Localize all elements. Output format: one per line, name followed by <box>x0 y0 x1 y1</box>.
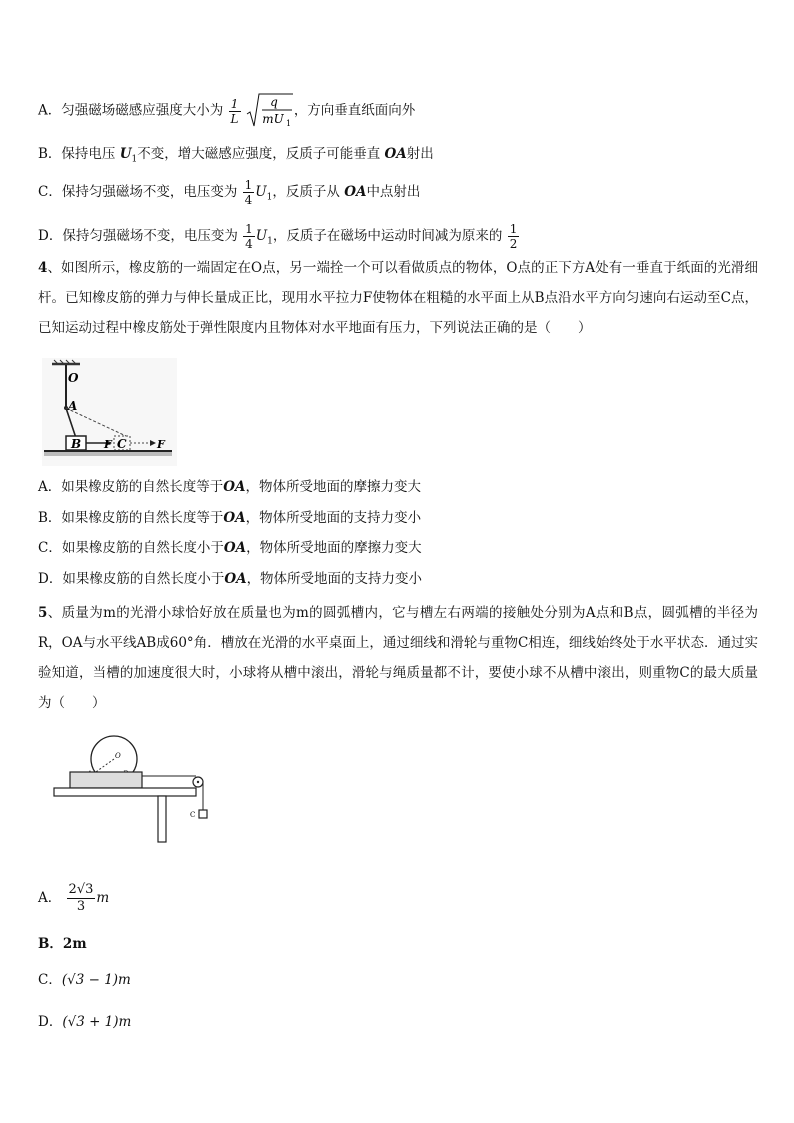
option-text: 如果橡皮筋的自然长度小于 <box>61 540 224 556</box>
q5-option-c <box>38 970 131 990</box>
q4-option-c <box>38 538 422 558</box>
option-text: (√3 + 1)m <box>62 1014 132 1030</box>
q5-option-b <box>38 934 87 954</box>
option-label: D． <box>38 228 63 244</box>
groove <box>70 772 142 788</box>
sqrt-expression <box>246 92 294 130</box>
option-label: A． <box>38 890 62 906</box>
table-top <box>54 788 196 796</box>
sqrt-sign-icon <box>246 92 294 130</box>
option-text: 射出 <box>406 146 434 162</box>
question-number: 5 <box>38 605 48 621</box>
fraction-numerator: 1 <box>244 178 253 192</box>
option-label: B． <box>38 510 62 526</box>
option-text: 2m <box>62 936 87 952</box>
option-text: 如果橡皮筋的自然长度等于 <box>61 479 224 495</box>
variable: OA <box>344 184 367 200</box>
fraction-denominator: L <box>230 111 239 126</box>
label-c: C <box>190 811 196 819</box>
q4-option-d <box>38 569 422 589</box>
variable: U <box>255 228 268 244</box>
variable-sub: 1 <box>267 236 273 247</box>
q5-stem <box>38 598 758 718</box>
label-o: O <box>68 371 79 385</box>
fraction-numerator: 1 <box>509 222 518 236</box>
option-label: D． <box>38 571 63 587</box>
variable: m <box>96 890 110 906</box>
q3-option-b <box>38 144 434 170</box>
option-label: B． <box>38 936 63 952</box>
option-text: ，反质子从 <box>272 184 340 200</box>
q4-figure <box>42 358 177 466</box>
q5-option-a <box>38 878 109 918</box>
fraction-denominator: 3 <box>76 899 86 914</box>
label-o: O <box>115 752 121 760</box>
fraction <box>243 178 255 207</box>
q3-option-c <box>38 178 420 208</box>
option-text: ，方向垂直纸面向外 <box>293 102 416 119</box>
label-f1: F <box>104 438 112 451</box>
variable: U <box>255 184 267 200</box>
fraction-numerator: 1 <box>229 97 241 112</box>
option-label: C． <box>38 540 62 556</box>
pulley-axle <box>197 781 199 783</box>
fraction <box>243 222 255 251</box>
option-text: ，物体所受地面的支持力变小 <box>246 571 423 587</box>
option-label: C． <box>38 972 62 988</box>
fraction-numerator: 2√3 <box>68 882 94 897</box>
option-text: 保持匀强磁场不变，电压变为 <box>61 184 238 200</box>
option-text: 保持电压 <box>61 146 116 162</box>
label-a: A <box>68 399 78 413</box>
option-text: ，物体所受地面的摩擦力变大 <box>246 540 422 556</box>
option-text: ，物体所受地面的摩擦力变大 <box>245 479 421 495</box>
fraction-denominator: 4 <box>244 193 253 207</box>
q5-figure <box>52 732 222 847</box>
table-leg <box>158 796 166 842</box>
option-text: (√3 − 1)m <box>61 972 131 988</box>
question-text: 、质量为m的光滑小球恰好放在质量也为m的圆弧槽内，它与槽左右两端的接触处分别为A点和B点，圆弧槽的半径为R，OA与水平线AB成60°角．槽放在光滑的水平桌面上，通过细线和滑轮与重物C相连，细线始终处于水平状态．通过实验知道，当槽的加速度很大时，小球将从槽中滚出，滑轮与绳质量都不计，要使小球不从槽中滚出，则重物C的最大质量为（ ） <box>38 605 758 711</box>
q5-option-d <box>38 1012 131 1032</box>
sqrt-denominator-sub: 1 <box>285 119 291 128</box>
q3-option-d <box>38 222 520 252</box>
option-text: 如果橡皮筋的自然长度小于 <box>62 571 225 587</box>
fraction-numerator: 1 <box>245 222 253 236</box>
fraction <box>229 97 241 126</box>
label-b: B <box>71 437 82 451</box>
option-text: 匀强磁场磁感应强度大小为 <box>61 102 224 119</box>
label-f2: F <box>157 438 165 451</box>
q4-stem <box>38 253 758 343</box>
fraction-denominator: 4 <box>245 237 253 251</box>
variable: OA <box>223 479 246 495</box>
weight-c <box>199 810 207 818</box>
option-label: A． <box>38 479 62 495</box>
q4-option-a <box>38 477 421 497</box>
option-label: C． <box>38 184 62 200</box>
fraction-denominator: 2 <box>509 237 518 251</box>
sqrt-numerator: q <box>269 95 278 109</box>
question-text: 、如图所示，橡皮筋的一端固定在O点，另一端拴一个可以看做质点的物体，O点的正下方A处有一垂直于纸面的光滑细杆。已知橡皮筋的弹力与伸长量成正比，现用水平拉力F使物体在粗糙的水平面上从B点沿水平方向匀速向右运动至C点，已知运动过程中橡皮筋处于弹性限度内且物体对水平地面有压力，下列说法正确的是（ ） <box>38 260 758 336</box>
label-c: C <box>117 437 127 451</box>
sqrt-denominator: mU <box>262 112 284 126</box>
variable: OA <box>223 540 247 556</box>
option-text: 中点射出 <box>366 184 421 200</box>
option-label: A． <box>38 102 62 119</box>
variable: OA <box>223 510 246 526</box>
fraction <box>508 222 520 251</box>
question-number: 4 <box>38 260 48 276</box>
variable-sub: 1 <box>266 192 273 203</box>
fraction <box>67 882 96 915</box>
option-text: 如果橡皮筋的自然长度等于 <box>61 510 224 526</box>
option-text: ，物体所受地面的支持力变小 <box>245 510 422 526</box>
variable: OA <box>224 571 247 587</box>
option-text: 不变，增大磁感应强度，反质子可能垂直 <box>137 146 381 162</box>
variable: U <box>119 146 132 162</box>
q3-option-a <box>38 92 415 130</box>
q4-option-b <box>38 508 421 528</box>
variable-sub: 1 <box>131 154 138 165</box>
option-text: ，反质子在磁场中运动时间减为原来的 <box>272 228 503 244</box>
ground-hatch <box>44 452 172 456</box>
option-label: D． <box>38 1014 63 1030</box>
option-text: 保持匀强磁场不变，电压变为 <box>62 228 238 244</box>
variable: OA <box>384 146 407 162</box>
option-label: B． <box>38 146 62 162</box>
